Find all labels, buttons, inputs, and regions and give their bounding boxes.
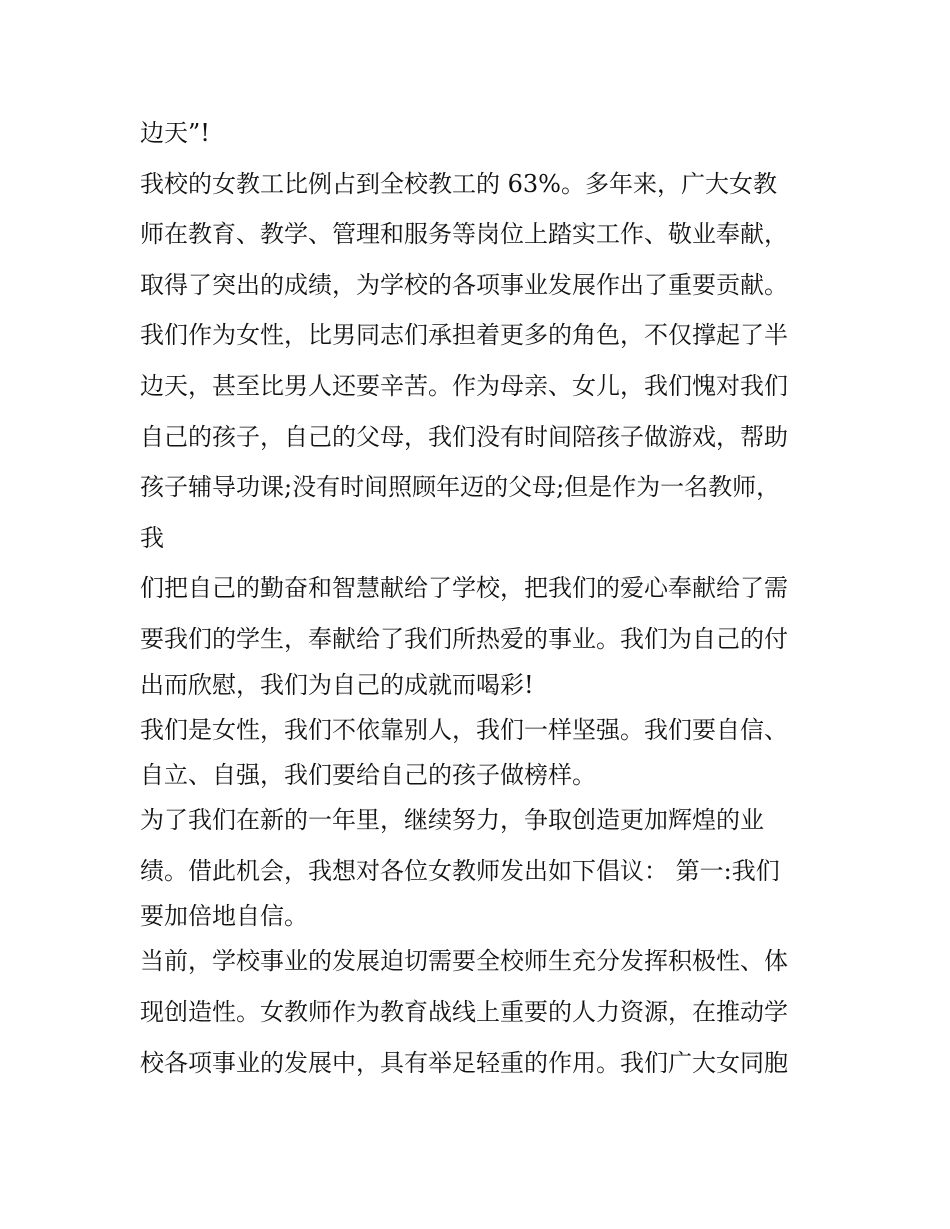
document-body <box>140 108 830 1088</box>
text-line: 我校的女教工比例占到全校教工的 63%。多年来，广大女教 <box>140 169 777 198</box>
text-line: 孩子辅导功课;没有时间照顾年迈的父母;但是作为一名教师， <box>140 473 781 502</box>
text-line: 自己的孩子，自己的父母，我们没有时间陪孩子做游戏，帮助 <box>140 422 788 451</box>
text-line: 自立、自强，我们要给自己的孩子做榜样。 <box>140 761 596 790</box>
text-line: 边天，甚至比男人还要辛苦。作为母亲、女儿，我们愧对我们 <box>140 371 788 400</box>
text-line: 我 <box>140 523 164 552</box>
text-line: 绩。借此机会，我想对各位女教师发出如下倡议： 第一:我们 <box>140 856 780 885</box>
text-line: 我们作为女性，比男同志们承担着更多的角色，不仅撑起了半 <box>140 321 788 350</box>
text-line: 出而欣慰，我们为自己的成就而喝彩! <box>140 670 534 699</box>
text-line: 要我们的学生，奉献给了我们所热爱的事业。我们为自己的付 <box>140 624 788 653</box>
text-line: 校各项事业的发展中，具有举足轻重的作用。我们广大女同胞 <box>140 1048 788 1077</box>
text-line: 师在教育、教学、管理和服务等岗位上踏实工作、敬业奉献， <box>140 220 788 249</box>
text-line: 为了我们在新的一年里，继续努力，争取创造更加辉煌的业 <box>140 806 764 835</box>
text-line: 们把自己的勤奋和智慧献给了学校，把我们的爱心奉献给了需 <box>140 574 788 603</box>
text-line: 要加倍地自信。 <box>140 902 308 931</box>
text-line: 现创造性。女教师作为教育战线上重要的人力资源，在推动学 <box>140 997 788 1026</box>
text-line: 当前，学校事业的发展迫切需要全校师生充分发挥积极性、体 <box>140 947 788 976</box>
text-line: 取得了突出的成绩，为学校的各项事业发展作出了重要贡献。 <box>140 270 788 299</box>
text-line: 我们是女性，我们不依靠别人，我们一样坚强。我们要自信、 <box>140 715 788 744</box>
text-line: 边天”! <box>140 119 210 147</box>
